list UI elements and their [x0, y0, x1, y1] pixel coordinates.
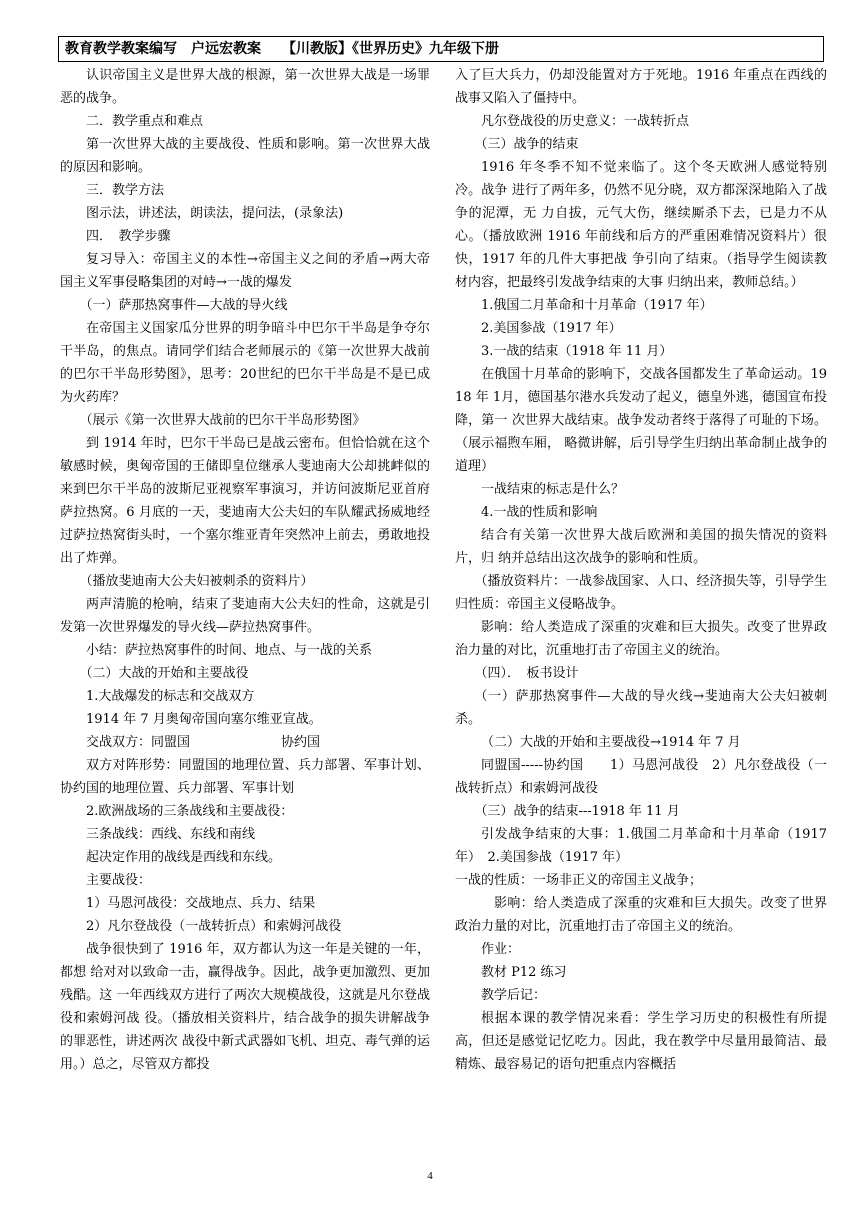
- paragraph: 影响：给人类造成了深重的灾难和巨大损失。改变了世界政治力量的对比，沉重地打击了帝国主义的统治。: [455, 896, 827, 934]
- subsection-heading: （二）大战的开始和主要战役: [79, 666, 249, 681]
- paragraph: 同盟国-----协约国 1）马恩河战役 2）凡尔登战役（一战转折点）和索姆河战役: [455, 758, 827, 796]
- paragraph: 4.一战的性质和影响: [481, 505, 598, 520]
- paragraph: 根据本课的教学情况来看：学生学习历史的积极性有所提高，但还是感觉记忆吃力。因此，我在教学中尽量用最简洁、最精炼、最容易记的语句把重点内容概括: [455, 1011, 827, 1072]
- paragraph: （播放斐迪南大公夫妇被刺杀的资料片）: [79, 574, 314, 589]
- paragraph: 起决定作用的战线是西线和东线。: [86, 850, 282, 865]
- paragraph: 凡尔登战役的历史意义：一战转折点: [481, 114, 690, 129]
- paragraph: 2.欧洲战场的三条战线和主要战役：: [86, 804, 294, 819]
- paragraph: 三条战线：西线、东线和南线: [86, 827, 256, 842]
- left-column: [60, 64, 430, 1076]
- paragraph: 两声清脆的枪响，结束了斐迪南大公夫妇的性命，这就是引发第一次世界爆发的导火线—萨拉热窝事件。: [60, 597, 430, 635]
- section-heading: （四）． 板书设计: [474, 666, 579, 681]
- page-header: 教育教学教案编写 户远宏教案 【川教版】《世界历史》九年级下册: [58, 36, 824, 62]
- paragraph: 战争很快到了 1916 年，双方都认为这一年是关键的一年，都想 给对对以致命一击，赢得战争。因此，战争更加激烈、更加残酷。这 一年西线双方进行了两次大规模战役，这就是凡尔登战役和索姆河战 役。（播放相关资料片，结合战争的损失讲解战争的罪恶性，讲述两次 战役中新式武器如飞机、坦克、毒气弹的运用。）总之，尽管双方都投: [60, 942, 430, 1072]
- paragraph: （三）战争的结束---1918 年 11 月: [474, 804, 680, 819]
- paragraph: 在俄国十月革命的影响下，交战各国都发生了革命运动。1918 年 1月，德国基尔港水兵发动了起义，德皇外逃，德国宣布投降，第一 次世界大战结束。战争发动者终于落得了可耻的下场。（展示福煦车厢， 略微讲解，后引导学生归纳出革命制止战争的道理）: [455, 367, 827, 474]
- paragraph: 在帝国主义国家瓜分世界的明争暗斗中巴尔干半岛是争夺尔干半岛，的焦点。请同学们结合老师展示的《第一次世界大战前的巴尔干半岛形势图》，思考：20世纪的巴尔干半岛是不是已成为火药库？: [60, 321, 430, 405]
- paragraph: 2.美国参战（1917 年）: [481, 321, 622, 336]
- paragraph: 认识帝国主义是世界大战的根源，第一次世界大战是一场罪恶的战争。: [60, 68, 430, 106]
- paragraph: 一战的性质：一场非正义的帝国主义战争；: [455, 873, 703, 888]
- paragraph: 到 1914 年时，巴尔干半岛已是战云密布。但恰恰就在这个敏感时候，奥匈帝国的王储即皇位继承人斐迪南大公却挑衅似的来到巴尔干半岛的波斯尼亚视察军事演习，并访问波斯尼亚首府萨拉热窝。6 月底的一天，斐迪南大公夫妇的车队耀武扬威地经过萨拉热窝街头时，一个塞尔维亚青年突然冲上前去，勇敢地投出了炸弹。: [60, 436, 430, 566]
- section-heading: 三．教学方法: [86, 183, 165, 198]
- section-heading: 二．教学重点和难点: [86, 114, 204, 129]
- paragraph: （二）大战的开始和主要战役→1914 年 7 月: [481, 735, 741, 750]
- paragraph: 1916 年冬季不知不觉来临了。这个冬天欧洲人感觉特别冷。战争 进行了两年多，仍然不见分晓，双方都深深地陷入了战争的泥潭，无 力自拔，元气大伤，继续厮杀下去，已是力不从心。（播放欧洲 1916 年前线和后方的严重困难情况资料片）很快，1917 年的几件大事把战 争引向了结束。（指导学生阅读教材内容，把最终引发战争结束的大事 归纳出来，教师总结。）: [455, 160, 827, 290]
- paragraph: 1）马恩河战役：交战地点、兵力、结果: [86, 896, 316, 911]
- subsection-heading: （三）战争的结束: [474, 137, 579, 152]
- paragraph: （播放资料片：一战参战国家、人口、经济损失等，引导学生归性质：帝国主义侵略战争。: [455, 574, 827, 612]
- paragraph: 双方对阵形势：同盟国的地理位置、兵力部署、军事计划、协约国的地理位置、兵力部署、军事计划: [60, 758, 430, 796]
- paragraph: （展示《第一次世界大战前的巴尔干半岛形势图》: [79, 413, 366, 428]
- paragraph: 入了巨大兵力，仍却没能置对方于死地。1916 年重点在西线的战事又陷入了僵持中。: [455, 68, 827, 106]
- paragraph: 1.俄国二月革命和十月革命（1917 年）: [481, 298, 713, 313]
- paragraph: 教学后记：: [481, 988, 547, 1003]
- paragraph: 2）凡尔登战役（一战转折点）和索姆河战役: [86, 919, 342, 934]
- paragraph: 小结：萨拉热窝事件的时间、地点、与一战的关系: [86, 643, 373, 658]
- paragraph: 主要战役：: [86, 873, 152, 888]
- paragraph: 引发战争结束的大事：1.俄国二月革命和十月革命（1917 年） 2.美国参战（1917 年）: [455, 827, 827, 865]
- paragraph: 第一次世界大战的主要战役、性质和影响。第一次世界大战的原因和影响。: [60, 137, 430, 175]
- paragraph: 交战双方：同盟国 协约国: [86, 735, 321, 750]
- paragraph: 作业：: [481, 942, 521, 957]
- paragraph: 图示法，讲述法，朗读法，提问法，(录象法): [86, 206, 344, 221]
- paragraph: 教材 P12 练习: [481, 965, 567, 980]
- subsection-heading: （一）萨那热窝事件—大战的导火线: [79, 298, 288, 313]
- page-number: 4: [427, 1170, 433, 1182]
- paragraph: 1.大战爆发的标志和交战双方: [86, 689, 255, 704]
- paragraph: （一）萨那热窝事件—大战的导火线→斐迪南大公夫妇被刺杀。: [455, 689, 827, 727]
- paragraph: 结合有关第一次世界大战后欧洲和美国的损失情况的资料片，归 纳并总结出这次战争的影响和性质。: [455, 528, 827, 566]
- right-column: [455, 64, 827, 1076]
- paragraph: 1914 年 7 月奥匈帝国向塞尔维亚宣战。: [86, 712, 322, 727]
- section-heading: 四． 教学步骤: [86, 229, 171, 244]
- paragraph: 一战结束的标志是什么？: [481, 482, 625, 497]
- paragraph: 3.一战的结束（1918 年 11 月）: [481, 344, 673, 359]
- paragraph: 影响：给人类造成了深重的灾难和巨大损失。改变了世界政治力量的对比，沉重地打击了帝国主义的统治。: [455, 620, 827, 658]
- paragraph: 复习导入：帝国主义的本性→帝国主义之间的矛盾→两大帝国主义军事侵略集团的对峙→一战的爆发: [60, 252, 430, 290]
